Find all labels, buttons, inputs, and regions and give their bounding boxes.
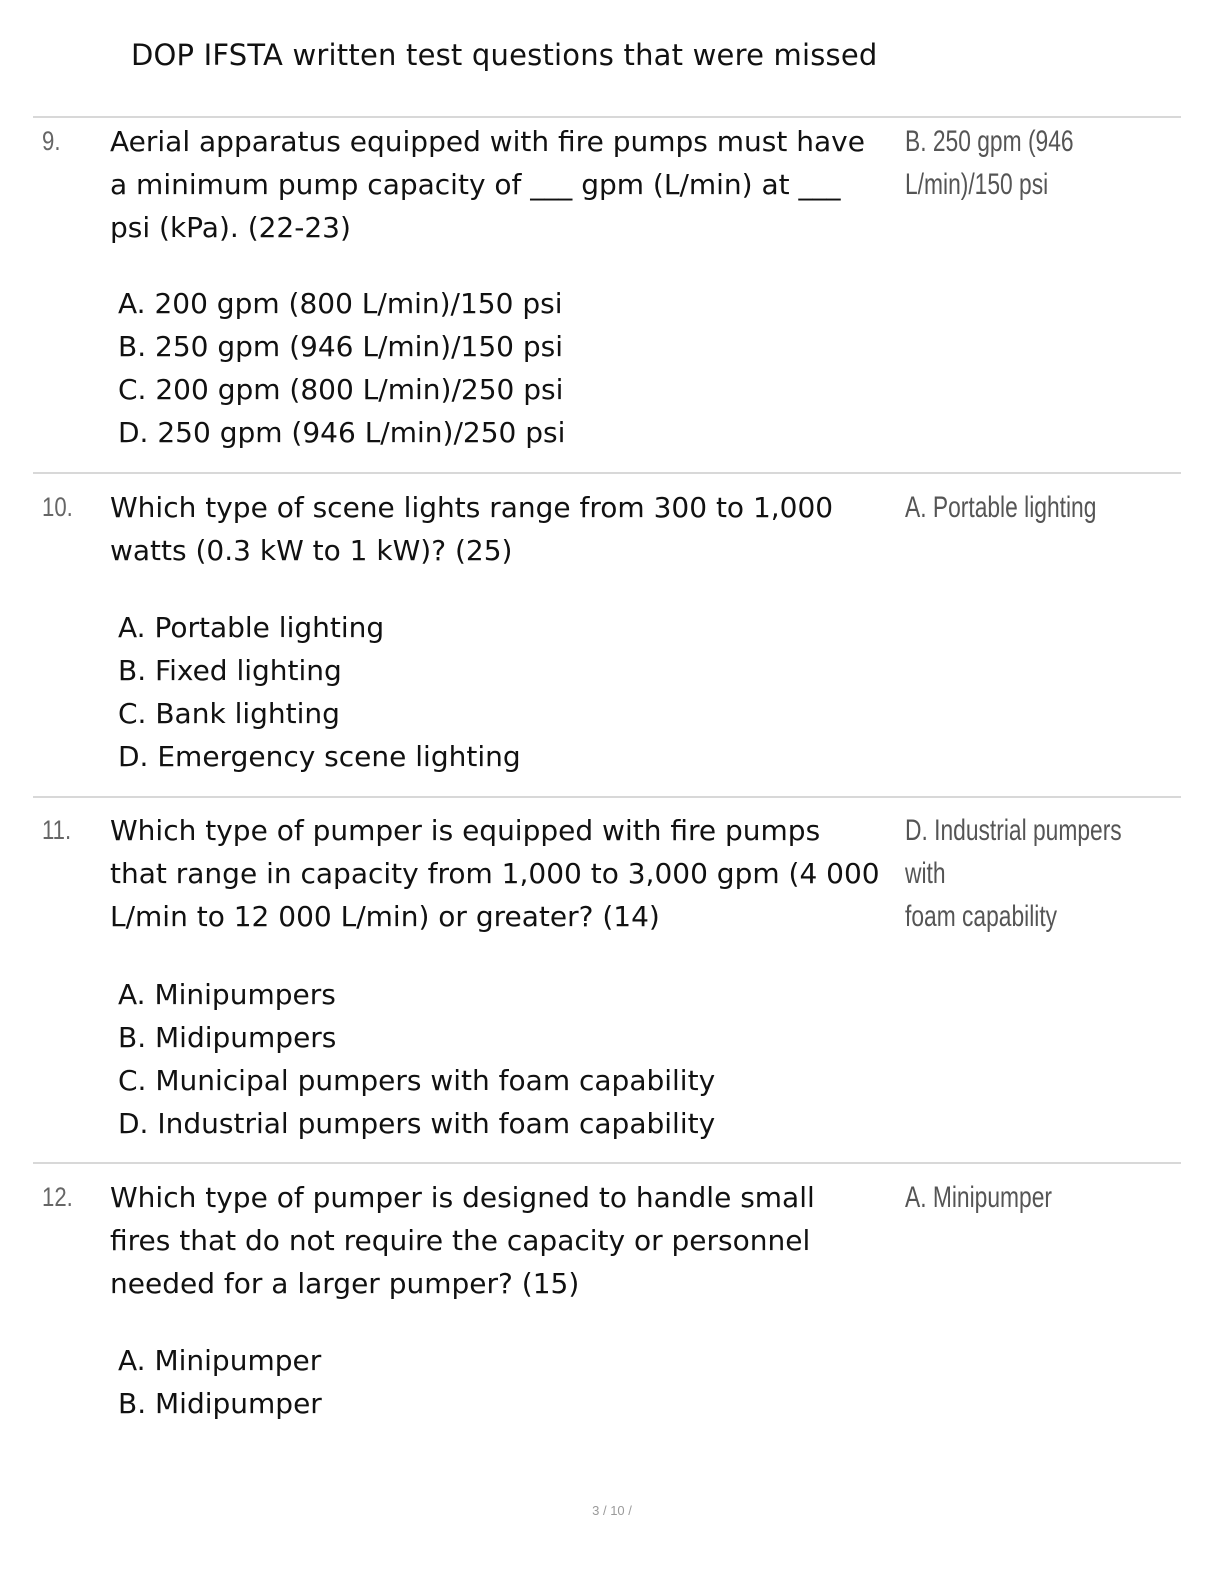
divider bbox=[33, 116, 1181, 118]
answer-note: D. Industrial pumpers with foam capability bbox=[905, 814, 1122, 933]
option-a: A. 200 gpm (800 L/min)/150 psi bbox=[118, 287, 563, 320]
divider bbox=[33, 472, 1181, 474]
option-a: A. Minipumpers bbox=[118, 978, 336, 1011]
option-d: D. Emergency scene lighting bbox=[118, 740, 521, 773]
answer-note: A. Portable lighting bbox=[905, 491, 1097, 524]
option-c: C. Bank lighting bbox=[118, 697, 340, 730]
question-text: Aerial apparatus equipped with fire pumps must have a minimum pump capacity of ___ gpm (L/min) at ___ psi (kPa). (22-23) bbox=[110, 125, 865, 244]
option-a: A. Portable lighting bbox=[118, 611, 385, 644]
option-c: C. 200 gpm (800 L/min)/250 psi bbox=[118, 373, 564, 406]
question-number: 9. bbox=[42, 126, 61, 156]
option-list bbox=[118, 606, 521, 778]
question-text: Which type of scene lights range from 300 to 1,000 watts (0.3 kW to 1 kW)? (25) bbox=[110, 491, 834, 567]
question-number: 12. bbox=[42, 1182, 73, 1212]
divider bbox=[33, 796, 1181, 798]
option-d: D. Industrial pumpers with foam capability bbox=[118, 1107, 716, 1140]
question-number: 10. bbox=[42, 492, 73, 522]
option-d: D. 250 gpm (946 L/min)/250 psi bbox=[118, 416, 566, 449]
divider bbox=[33, 1162, 1181, 1164]
question-text: Which type of pumper is designed to handle small fires that do not require the capacity or personnel needed for a larger pumper? (15) bbox=[110, 1181, 815, 1300]
option-b: B. Midipumpers bbox=[118, 1021, 337, 1054]
question-number: 11. bbox=[42, 815, 72, 845]
answer-note: A. Minipumper bbox=[905, 1181, 1052, 1214]
option-b: B. 250 gpm (946 L/min)/150 psi bbox=[118, 330, 564, 363]
page-indicator: 3 / 10 / bbox=[592, 1503, 632, 1518]
option-b: B. Midipumper bbox=[118, 1387, 322, 1420]
option-c: C. Municipal pumpers with foam capability bbox=[118, 1064, 716, 1097]
option-a: A. Minipumper bbox=[118, 1344, 322, 1377]
question-text: Which type of pumper is equipped with fire pumps that range in capacity from 1,000 to 3,000 gpm (4 000 L/min to 12 000 L/min) or greater? (14) bbox=[110, 814, 880, 933]
answer-note: B. 250 gpm (946 L/min)/150 psi bbox=[905, 125, 1074, 201]
option-list bbox=[118, 282, 565, 454]
option-list bbox=[118, 973, 715, 1145]
option-list bbox=[118, 1339, 322, 1425]
page-title: DOP IFSTA written test questions that were missed bbox=[131, 38, 878, 72]
option-b: B. Fixed lighting bbox=[118, 654, 342, 687]
